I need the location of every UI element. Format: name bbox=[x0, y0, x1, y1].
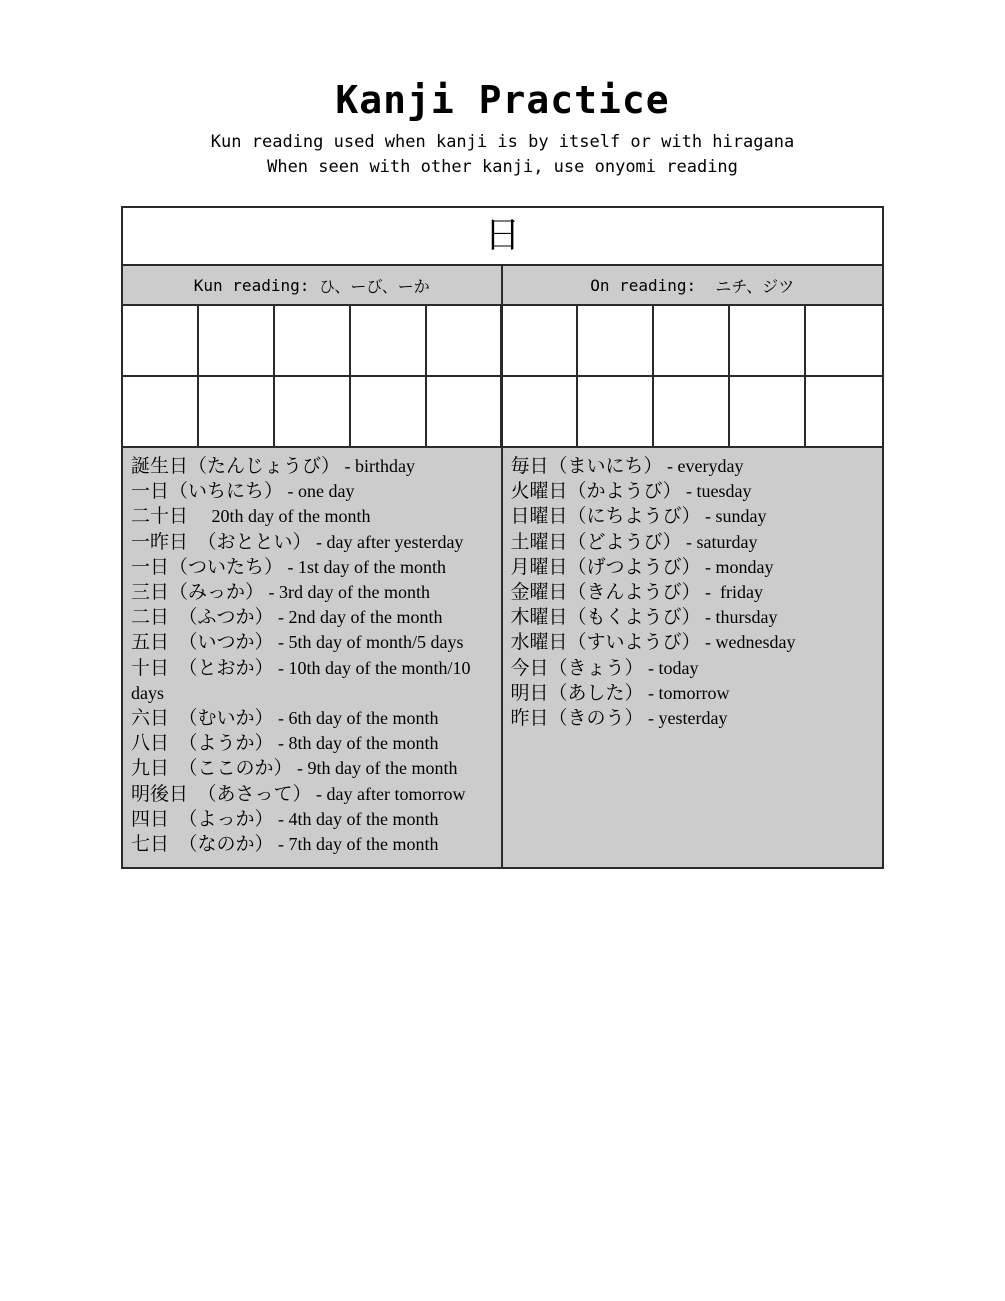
vocabulary-entry-english: - saturday bbox=[681, 531, 758, 552]
page-title: Kanji Practice bbox=[335, 78, 670, 123]
vocabulary-entry-japanese: 誕生日（たんじょうび） bbox=[131, 455, 341, 477]
vocabulary-entry bbox=[511, 479, 883, 504]
vocabulary-entry-english: - tuesday bbox=[681, 481, 752, 502]
on-reading-label: On reading: bbox=[590, 275, 716, 295]
vocabulary-entry-japanese: 九日 （ここのか） bbox=[131, 757, 293, 780]
vocabulary-entry-english: - everyday bbox=[662, 456, 744, 476]
vocabulary-entry bbox=[131, 504, 501, 529]
vocabulary-entry-english: - 5th day of month/5 days bbox=[273, 632, 464, 653]
vocabulary-entry bbox=[511, 530, 883, 555]
vocabulary-entry-english: - 10th day of the month/10 days bbox=[131, 657, 475, 703]
vocabulary-entry-japanese: 火曜日（かようび） bbox=[510, 480, 682, 503]
vocabulary-entry-english: - 3rd day of the month bbox=[264, 582, 430, 603]
vocabulary-entry-japanese: 五日 （いつか） bbox=[131, 631, 274, 654]
on-reading-value: ニチ、ジツ bbox=[715, 276, 795, 296]
vocabulary-entry-japanese: 水曜日（すいようび） bbox=[510, 631, 701, 654]
vocabulary-section bbox=[123, 448, 882, 867]
vocabulary-entry bbox=[511, 706, 883, 731]
practice-cell[interactable] bbox=[427, 306, 503, 375]
practice-cell[interactable] bbox=[199, 306, 275, 375]
vocabulary-entry bbox=[131, 807, 501, 832]
vocabulary-entry-english: - 6th day of the month bbox=[273, 708, 439, 729]
kanji-character: 日 bbox=[484, 215, 521, 256]
practice-row-2 bbox=[123, 377, 882, 448]
vocabulary-entry bbox=[131, 782, 501, 807]
vocabulary-entry-japanese: 木曜日（もくようび） bbox=[510, 606, 701, 629]
vocabulary-entry bbox=[511, 681, 883, 706]
practice-cell[interactable] bbox=[806, 377, 882, 446]
vocabulary-entry-english: - 4th day of the month bbox=[273, 808, 439, 829]
vocabulary-entry-english: - 9th day of the month bbox=[292, 758, 458, 779]
vocabulary-entry bbox=[511, 656, 883, 681]
vocabulary-column-left bbox=[123, 448, 503, 867]
kanji-header-row bbox=[123, 208, 882, 266]
practice-cell[interactable] bbox=[730, 377, 806, 446]
vocabulary-entry-japanese: 金曜日（きんようび） bbox=[510, 581, 701, 604]
vocabulary-entry-english: - 7th day of the month bbox=[273, 834, 439, 855]
vocabulary-entry-japanese: 七日 （なのか） bbox=[131, 833, 274, 856]
practice-cell[interactable] bbox=[123, 306, 199, 375]
practice-cell[interactable] bbox=[654, 377, 730, 446]
vocabulary-entry-english: - day after yesterday bbox=[311, 531, 464, 552]
readings-row bbox=[123, 266, 882, 306]
practice-cell[interactable] bbox=[654, 306, 730, 375]
vocabulary-entry-english: - 2nd day of the month bbox=[273, 607, 443, 628]
vocabulary-entry-japanese: 明後日 （あさって） bbox=[131, 782, 312, 805]
vocabulary-entry-english: - day after tomorrow bbox=[311, 783, 466, 804]
vocabulary-entry-japanese: 二十日 bbox=[131, 505, 208, 528]
vocabulary-entry bbox=[511, 504, 883, 529]
practice-cell[interactable] bbox=[806, 306, 882, 375]
vocabulary-entry-japanese: 一日（いちにち） bbox=[131, 480, 284, 503]
vocabulary-entry-japanese: 一昨日 （おととい） bbox=[131, 530, 312, 553]
vocabulary-entry-japanese: 十日 （とおか） bbox=[131, 656, 274, 679]
vocabulary-entry-english: - monday bbox=[700, 556, 774, 577]
vocabulary-entry-english: 20th day of the month bbox=[207, 506, 371, 527]
vocabulary-entry bbox=[131, 580, 501, 605]
vocabulary-entry bbox=[511, 454, 883, 479]
vocabulary-entry-japanese: 毎日（まいにち） bbox=[510, 455, 663, 477]
vocabulary-entry bbox=[131, 731, 501, 756]
practice-cell[interactable] bbox=[503, 377, 579, 446]
vocabulary-entry bbox=[131, 706, 501, 731]
vocabulary-entry-english: - yesterday bbox=[643, 708, 728, 729]
vocabulary-entry bbox=[131, 555, 501, 580]
vocabulary-entry bbox=[131, 479, 501, 504]
vocabulary-entry bbox=[131, 656, 501, 706]
vocabulary-entry bbox=[131, 605, 501, 630]
vocabulary-entry bbox=[511, 630, 883, 655]
kun-reading-cell bbox=[123, 266, 503, 304]
vocabulary-entry bbox=[131, 630, 501, 655]
vocabulary-entry-japanese: 三日（みっか） bbox=[131, 581, 265, 604]
practice-cell[interactable] bbox=[578, 306, 654, 375]
vocabulary-entry bbox=[131, 756, 501, 781]
vocabulary-entry-japanese: 今日（きょう） bbox=[510, 656, 644, 679]
practice-cell[interactable] bbox=[351, 306, 427, 375]
vocabulary-entry-english: - 8th day of the month bbox=[273, 733, 439, 754]
practice-cell[interactable] bbox=[275, 306, 351, 375]
practice-cell[interactable] bbox=[730, 306, 806, 375]
vocabulary-column-right bbox=[503, 448, 883, 867]
practice-cell[interactable] bbox=[578, 377, 654, 446]
on-reading-cell bbox=[503, 266, 883, 304]
vocabulary-entry-english: - birthday bbox=[340, 456, 415, 476]
vocabulary-entry bbox=[131, 454, 501, 479]
practice-cell[interactable] bbox=[123, 377, 199, 446]
vocabulary-entry-japanese: 四日 （よっか） bbox=[131, 807, 274, 830]
kun-reading-label: Kun reading: bbox=[193, 275, 319, 295]
vocabulary-entry-japanese: 土曜日（どようび） bbox=[510, 530, 682, 553]
vocabulary-entry-japanese: 一日（ついたち） bbox=[131, 555, 284, 578]
subtitle-line-1: Kun reading used when kanji is by itself or with hiragana bbox=[210, 132, 795, 152]
vocabulary-entry-english: - today bbox=[643, 657, 699, 678]
vocabulary-entry bbox=[511, 555, 883, 580]
vocabulary-entry-japanese: 六日 （むいか） bbox=[131, 707, 274, 730]
vocabulary-entry-japanese: 二日 （ふつか） bbox=[131, 606, 274, 629]
practice-cell[interactable] bbox=[503, 306, 579, 375]
vocabulary-entry-english: - friday bbox=[700, 582, 763, 603]
vocabulary-entry bbox=[511, 580, 883, 605]
practice-cell[interactable] bbox=[275, 377, 351, 446]
practice-cell[interactable] bbox=[351, 377, 427, 446]
vocabulary-entry bbox=[511, 605, 883, 630]
subtitle-block bbox=[0, 130, 1005, 180]
kanji-worksheet-table bbox=[121, 206, 884, 869]
subtitle-line-2: When seen with other kanji, use onyomi reading bbox=[267, 157, 738, 177]
vocabulary-entry-english: - one day bbox=[283, 481, 355, 502]
vocabulary-entry-japanese: 明日（あした） bbox=[510, 681, 644, 704]
vocabulary-entry-english: - 1st day of the month bbox=[283, 556, 446, 577]
practice-cell[interactable] bbox=[427, 377, 503, 446]
practice-row-1 bbox=[123, 306, 882, 377]
vocabulary-entry-japanese: 日曜日（にちようび） bbox=[510, 505, 701, 528]
vocabulary-entry-english: - thursday bbox=[700, 607, 778, 628]
vocabulary-entry bbox=[131, 832, 501, 857]
kun-reading-value: ひ、ーび、ーか bbox=[319, 276, 430, 296]
vocabulary-entry-english: - sunday bbox=[700, 506, 767, 527]
vocabulary-entry-english: - wednesday bbox=[700, 632, 796, 653]
vocabulary-entry-japanese: 月曜日（げつようび） bbox=[510, 555, 701, 578]
vocabulary-entry bbox=[131, 530, 501, 555]
vocabulary-entry-japanese: 昨日（きのう） bbox=[510, 707, 644, 730]
vocabulary-entry-english: - tomorrow bbox=[643, 682, 730, 703]
vocabulary-entry-japanese: 八日 （ようか） bbox=[131, 732, 274, 755]
practice-cell[interactable] bbox=[199, 377, 275, 446]
